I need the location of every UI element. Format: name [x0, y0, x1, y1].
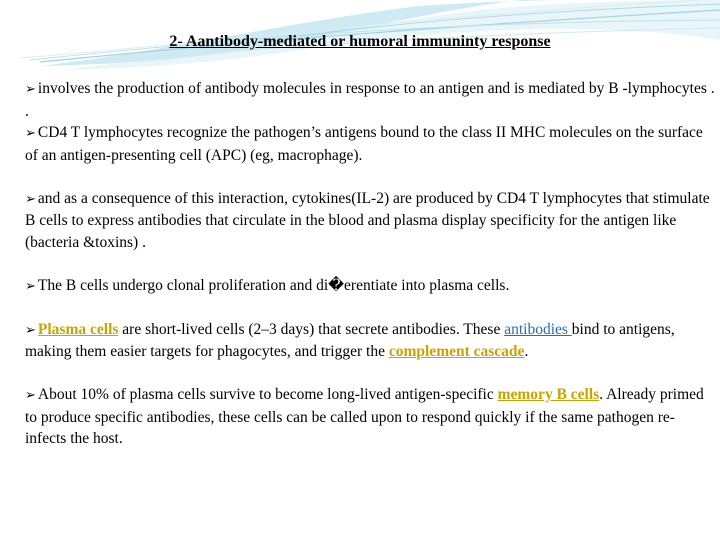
paragraph-text: are short-lived cells (2–3 days) that secrete antibodies. These — [118, 320, 505, 338]
paragraph-text: . — [524, 343, 529, 360]
content-body — [25, 78, 715, 450]
bullet-paragraph-5 — [25, 319, 715, 363]
bullet-paragraph-2 — [25, 122, 715, 166]
arrow-bullet-icon: ➢ — [25, 322, 36, 338]
arrow-bullet-icon: ➢ — [25, 191, 36, 207]
bullet-paragraph-3 — [25, 188, 715, 254]
paragraph-text: CD4 T lymphocytes recognize the pathogen’s antigens bound to the class II MHC molecules on the surface of an antigen-presenting cell (APC) (eg, macrophage). — [25, 124, 703, 164]
paragraph-text: and as a consequence of this interaction, cytokines(IL-2) are produced by CD4 T lymphocytes that stimulate B cells to express antibodies that circulate in the blood and plasma display specificity for the antigen like (bacteria &toxins) . — [25, 189, 710, 251]
paragraph-text: . Already primed to produce specific antibodies, these cells can be called upon to respond quickly if the same pathogen re-infects the host. — [25, 386, 704, 447]
paragraph-text: The B cells undergo clonal proliferation and di�erentiate into plasma cells. — [37, 276, 510, 294]
arrow-bullet-icon: ➢ — [25, 278, 36, 294]
stray-dot: . — [25, 102, 29, 120]
arrow-bullet-icon: ➢ — [25, 82, 36, 97]
bullet-paragraph-6 — [25, 384, 715, 450]
page-title: 2- Aantibody-mediated or humoral immuninty response — [169, 33, 551, 50]
plasma-cells-link[interactable]: Plasma cells — [37, 320, 119, 338]
arrow-bullet-icon: ➢ — [25, 126, 36, 141]
paragraph-text: bind to antigens, making them easier targets for phagocytes, and trigger the — [25, 320, 675, 360]
arrow-bullet-icon: ➢ — [25, 388, 36, 403]
bullet-paragraph-4 — [25, 275, 715, 298]
memory-b-cells-link[interactable]: memory B cells — [497, 386, 600, 403]
paragraph-text: involves the production of antibody molecules in response to an antigen and is mediated by B -lymphocytes . — [37, 80, 715, 97]
antibodies-link[interactable]: antibodies — [504, 320, 572, 338]
bullet-paragraph-1 — [25, 78, 715, 101]
paragraph-text: About 10% of plasma cells survive to become long-lived antigen-specific — [37, 386, 498, 403]
complement-cascade-link[interactable]: complement cascade — [388, 343, 525, 360]
